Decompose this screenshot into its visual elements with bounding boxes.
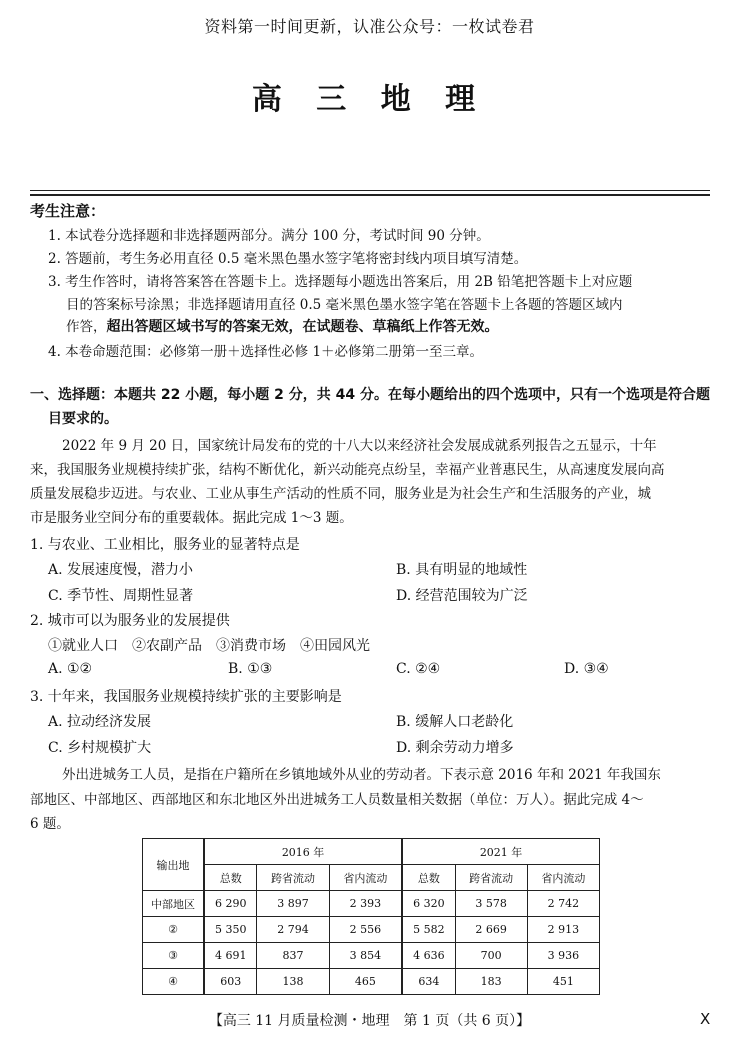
table-cell: 4 636	[402, 943, 455, 969]
table-subheader: 总数	[204, 865, 257, 891]
passage2-line-3: 6 题。	[30, 816, 70, 832]
table-subheader: 省内流动	[329, 865, 402, 891]
table-col-header: 输出地	[143, 839, 205, 891]
q3-option-c: C. 乡村规模扩大	[48, 740, 152, 756]
table-cell: 700	[455, 943, 527, 969]
table-row	[143, 917, 600, 943]
table-cell: 3 854	[329, 943, 402, 969]
table-cell: 837	[257, 943, 329, 969]
question-1-stem: 1. 与农业、工业相比，服务业的显著特点是	[30, 537, 300, 553]
section-heading-cont: 目要求的。	[48, 411, 118, 427]
q1-option-b: B. 具有明显的地域性	[396, 562, 528, 578]
notice-item-2: 2. 答题前，考生务必用直径 0.5 毫米黑色墨水签字笔将密封线内项目填写清楚。	[48, 251, 528, 267]
q2-option-d: D. ③④	[564, 661, 609, 677]
table-cell: 138	[257, 969, 329, 995]
table-header-row	[143, 839, 600, 865]
table-subheader: 省内流动	[527, 865, 599, 891]
table-cell: 3 936	[527, 943, 599, 969]
passage1-line-3: 质量发展稳步迈进。与农业、工业从事生产活动的性质不同，服务业是为社会生产和生活服务的产业，城	[30, 486, 651, 502]
notice-item-3: 3. 考生作答时，请将答案答在答题卡上。选择题每小题选出答案后，用 2B 铅笔把答题卡上对应题	[48, 274, 633, 290]
table-cell: ③	[143, 943, 205, 969]
notice-item-4: 4. 本卷命题范围：必修第一册＋选择性必修 1＋必修第二册第一至三章。	[48, 344, 484, 360]
notice-heading: 考生注意：	[30, 202, 106, 220]
table-cell: 603	[204, 969, 257, 995]
table-cell: 2 556	[329, 917, 402, 943]
table-cell: 中部地区	[143, 891, 205, 917]
section-heading: 一、选择题：本题共 22 小题，每小题 2 分，共 44 分。在每小题给出的四个选项中，只有一个选项是符合题	[30, 387, 710, 403]
notice-item-3-tail: 作答，	[66, 319, 107, 335]
table-row	[143, 943, 600, 969]
table-cell: 634	[402, 969, 455, 995]
table-cell: 3 578	[455, 891, 527, 917]
divider-thin	[30, 190, 710, 191]
footer-mark: X	[700, 1010, 711, 1028]
table-subheader: 跨省流动	[455, 865, 527, 891]
table-cell: 6 320	[402, 891, 455, 917]
passage1-line-4: 市是服务业空间分布的重要载体。据此完成 1～3 题。	[30, 510, 353, 526]
table-cell: 6 290	[204, 891, 257, 917]
passage2-line-1: 外出进城务工人员，是指在户籍所在乡镇地域外从业的劳动者。下表示意 2016 年和 2021 年我国东	[62, 767, 661, 783]
table-cell: 2 393	[329, 891, 402, 917]
q2-option-b: B. ①③	[228, 661, 273, 677]
table-cell: 465	[329, 969, 402, 995]
table-cell: 2 742	[527, 891, 599, 917]
table-cell: ④	[143, 969, 205, 995]
data-table	[142, 838, 600, 995]
top-banner: 资料第一时间更新，认准公众号：一枚试卷君	[204, 17, 535, 36]
table-cell: 5 350	[204, 917, 257, 943]
notice-item-3-end	[66, 315, 499, 336]
passage2-line-2: 部地区、中部地区、西部地区和东北地区外出进城务工人员数量相关数据（单位：万人）。据此完成 4～	[30, 792, 644, 808]
table-cell: ②	[143, 917, 205, 943]
table-year-2016: 2016 年	[204, 839, 402, 865]
page-footer: 【高三 11 月质量检测・地理 第 1 页（共 6 页）】	[208, 1013, 531, 1029]
table-subheader: 跨省流动	[257, 865, 329, 891]
table-cell: 183	[455, 969, 527, 995]
q1-option-a: A. 发展速度慢，潜力小	[48, 562, 194, 578]
table-cell: 2 913	[527, 917, 599, 943]
table-row	[143, 891, 600, 917]
q1-option-c: C. 季节性、周期性显著	[48, 588, 194, 604]
table-cell: 2 669	[455, 917, 527, 943]
table-subheader: 总数	[402, 865, 455, 891]
notice-emphasis: 超出答题区域书写的答案无效，在试题卷、草稿纸上作答无效。	[106, 319, 499, 335]
q2-option-c: C. ②④	[396, 661, 441, 677]
divider-thick	[30, 194, 710, 196]
q1-option-d: D. 经营范围较为广泛	[396, 588, 528, 604]
table-cell: 5 582	[402, 917, 455, 943]
question-2-stem: 2. 城市可以为服务业的发展提供	[30, 613, 230, 629]
table-cell: 451	[527, 969, 599, 995]
page-title: 高 三 地 理	[251, 82, 488, 117]
q3-option-d: D. 剩余劳动力增多	[396, 740, 514, 756]
notice-item-1: 1. 本试卷分选择题和非选择题两部分。满分 100 分，考试时间 90 分钟。	[48, 228, 490, 244]
question-3-stem: 3. 十年来，我国服务业规模持续扩张的主要影响是	[30, 689, 342, 705]
table-cell: 3 897	[257, 891, 329, 917]
notice-item-3-cont: 目的答案标号涂黑；非选择题请用直径 0.5 毫米黑色墨水签字笔在答题卡上各题的答题区域内	[66, 297, 623, 313]
table-row	[143, 969, 600, 995]
table-year-2021: 2021 年	[402, 839, 599, 865]
q3-option-b: B. 缓解人口老龄化	[396, 714, 514, 730]
table-cell: 4 691	[204, 943, 257, 969]
q2-items: ①就业人口 ②农副产品 ③消费市场 ④田园风光	[48, 638, 370, 654]
q2-option-a: A. ①②	[48, 661, 93, 677]
q3-option-a: A. 拉动经济发展	[48, 714, 152, 730]
table-cell: 2 794	[257, 917, 329, 943]
passage1-line-2: 来，我国服务业规模持续扩张，结构不断优化，新兴动能亮点纷呈，幸福产业普惠民生，从高速度发展向高	[30, 462, 665, 478]
table-subheader-row	[143, 865, 600, 891]
passage1-line-1: 2022 年 9 月 20 日，国家统计局发布的党的十八大以来经济社会发展成就系列报告之五显示，十年	[62, 438, 657, 454]
